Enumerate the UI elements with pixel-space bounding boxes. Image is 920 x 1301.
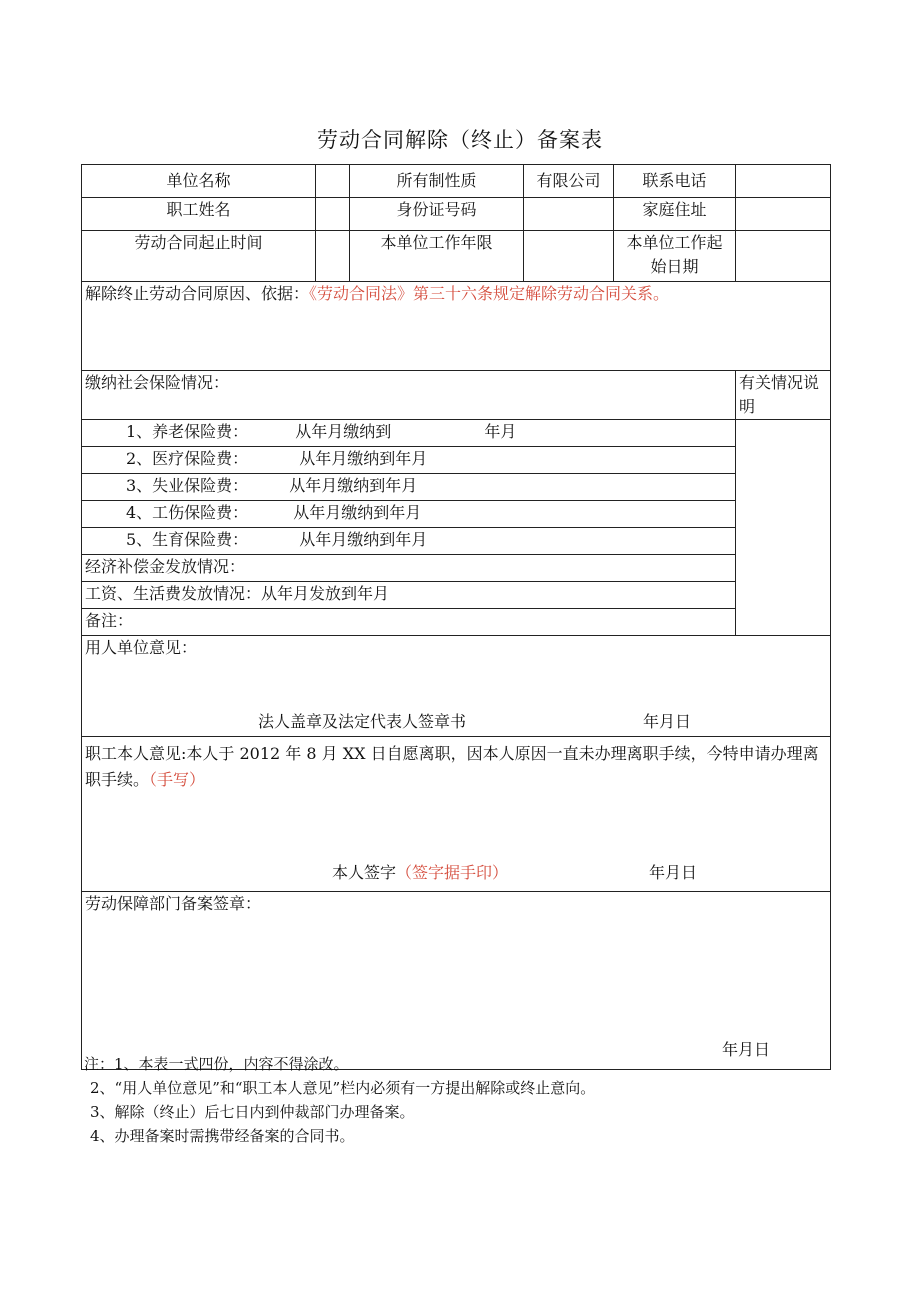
contract-period-label: 劳动合同起止时间 [82, 231, 316, 282]
start-date-label [614, 231, 736, 282]
employer-opinion-label: 用人单位意见： [85, 638, 198, 657]
notes-field[interactable] [736, 420, 831, 636]
unemployment-insurance-row[interactable] [82, 474, 736, 501]
reason-value: 《劳动合同法》第三十六条规定解除劳动合同关系。 [309, 284, 670, 303]
employee-sign-note: （签字据手印） [396, 863, 509, 882]
insurance-header: 缴纳社会保险情况： [82, 371, 736, 420]
address-label: 家庭住址 [614, 198, 736, 231]
unit-name-label: 单位名称 [82, 165, 316, 198]
footnote-1: 注：1、本表一式四份，内容不得涂改。 [84, 1055, 349, 1073]
reason-label: 解除终止劳动合同原因、依据： [85, 284, 310, 303]
labor-dept-date-label: 年月日 [722, 1040, 771, 1059]
employee-name-label: 职工姓名 [82, 198, 316, 231]
phone-label: 联系电话 [614, 165, 736, 198]
maternity-value: 从年月缴纳到年月 [299, 530, 428, 549]
phone-field[interactable] [736, 165, 831, 198]
pension-label: 1、养老保险费： [126, 422, 249, 441]
footnote-2: 2、“用人单位意见”和“职工本人意见”栏内必须有一方提出解除或终止意向。 [90, 1079, 596, 1097]
contract-period-field[interactable] [316, 231, 350, 282]
employee-name-field[interactable] [316, 198, 350, 231]
labor-dept-label: 劳动保障部门备案签章： [85, 894, 262, 913]
address-field[interactable] [736, 198, 831, 231]
compensation-row[interactable]: 经济补偿金发放情况： [82, 555, 736, 582]
injury-value: 从年月缴纳到年月 [293, 503, 422, 522]
pension-value: 从年月缴纳到 [295, 422, 392, 441]
employee-date-label: 年月日 [649, 863, 698, 882]
notes-header: 有关情况说明 [736, 371, 831, 420]
unemployment-value: 从年月缴纳到年月 [289, 476, 418, 495]
employee-opinion-cell[interactable] [82, 737, 831, 892]
ownership-value[interactable]: 有限公司 [524, 165, 614, 198]
footnote-3: 3、解除（终止）后七日内到仲裁部门办理备案。 [90, 1103, 415, 1121]
unit-name-field[interactable] [316, 165, 350, 198]
maternity-insurance-row[interactable] [82, 528, 736, 555]
pension-insurance-row[interactable] [82, 420, 736, 447]
work-years-field[interactable] [524, 231, 614, 282]
unemployment-label: 3、失业保险费： [126, 476, 249, 495]
id-number-field[interactable] [524, 198, 614, 231]
start-date-field[interactable] [736, 231, 831, 282]
employer-opinion-cell[interactable] [82, 636, 831, 737]
id-number-label: 身份证号码 [350, 198, 524, 231]
start-date-label-line2: 始日期 [650, 257, 699, 276]
maternity-label: 5、生育保险费： [126, 530, 249, 549]
injury-label: 4、工伤保险费： [126, 503, 249, 522]
employer-date-label: 年月日 [643, 712, 692, 731]
labor-dept-cell[interactable] [82, 892, 831, 1070]
medical-insurance-row[interactable] [82, 447, 736, 474]
start-date-label-line1: 本单位工作起 [626, 233, 723, 252]
medical-label: 2、医疗保险费： [126, 449, 249, 468]
work-years-label: 本单位工作年限 [350, 231, 524, 282]
footnote-4: 4、办理备案时需携带经备案的合同书。 [90, 1127, 355, 1145]
ownership-label: 所有制性质 [350, 165, 524, 198]
employee-sign-label: 本人签字 [332, 863, 397, 882]
employee-opinion-text: 职工本人意见:本人于 2012 年 8 月 XX 日自愿离职，因本人原因一直未办理离职手续，今特申请办理离职手续。 [85, 744, 819, 789]
handwrite-note: （手写） [149, 770, 206, 789]
reason-cell[interactable] [82, 282, 831, 371]
employer-sign-label: 法人盖章及法定代表人签章书 [258, 712, 467, 731]
remarks-row[interactable]: 备注： [82, 609, 736, 636]
footnotes [84, 1052, 595, 1148]
pension-suffix: 年月 [484, 422, 517, 441]
page-title: 劳动合同解除（终止）备案表 [317, 128, 603, 152]
filing-form-table [81, 164, 831, 1070]
medical-value: 从年月缴纳到年月 [299, 449, 428, 468]
wages-row[interactable]: 工资、生活费发放情况：从年月发放到年月 [82, 582, 736, 609]
injury-insurance-row[interactable] [82, 501, 736, 528]
